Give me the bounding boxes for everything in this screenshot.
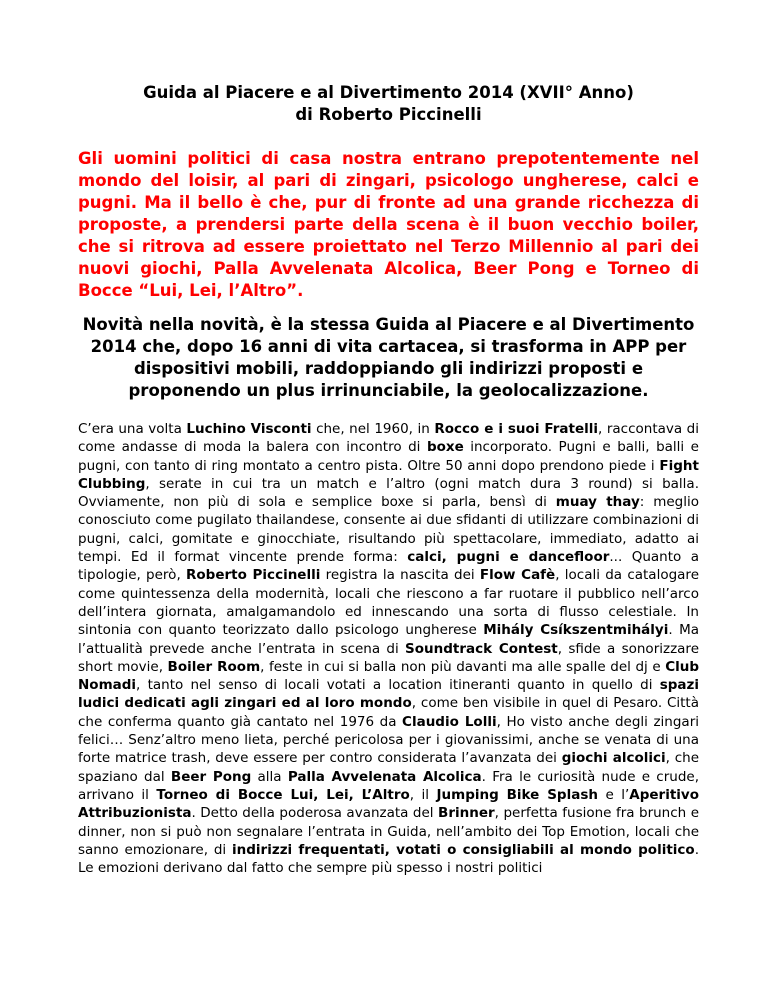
body-text-run: . Le emozioni derivano dal fatto che sempre più spesso i nostri politici — [78, 841, 699, 877]
bold-term: Boiler Room — [167, 658, 261, 675]
subheading: Novità nella novità, è la stessa Guida al Piacere e al Divertimento 2014 che, dopo 16 anni di vita cartacea, si trasforma in APP per dispositivi mobili, raddoppiando gli indirizzi proposti e proponendo un plus irrinunciabile, la geolocalizzazione. — [82, 315, 695, 400]
bold-term: Flow Cafè — [479, 567, 556, 584]
body-text-run: e l’ — [597, 786, 630, 803]
bold-term: boxe — [426, 439, 464, 456]
bold-term: Palla Avvelenata Alcolica — [287, 768, 482, 785]
title-line-2: di Roberto Piccinelli — [295, 105, 482, 124]
bold-term: Torneo di Bocce Lui, Lei, L’Altro — [156, 786, 410, 803]
body-text-run: , Ho visto anche degli zingari felici… Senz’altro meno lieta, perché pericolosa per i giovanissimi, anche se venata di una forte matrice trash, deve essere per contro considerata l’avanzata dei — [78, 713, 699, 767]
bold-term: indirizzi frequentati, votati o consigliabili al mondo politico — [232, 841, 695, 858]
bold-term: Claudio Lolli — [402, 713, 497, 730]
body-text-run: che, nel 1960, in — [311, 421, 435, 437]
document-title — [78, 82, 699, 126]
bold-term: Fight Clubbing — [78, 457, 699, 492]
body-text-run: , serate in cui tra un match e l’altro (ogni match dura 3 round) si balla. Ovviamente, non più di sola e semplice boxe si parla, bensì di — [78, 475, 699, 511]
body-text-run: . Detto della poderosa avanzata del — [191, 805, 439, 822]
body-text-run: , tanto nel senso di locali votati a location itineranti quanto in quello di — [136, 677, 660, 694]
bold-term: giochi alcolici — [561, 750, 666, 767]
bold-term: Brinner — [438, 805, 495, 822]
body-text-run: , sfide a sonorizzare short movie, — [78, 640, 699, 675]
body-text-run: ... Quanto a tipologie, però, — [78, 549, 700, 584]
body-text-run: , locali da catalogare come quintessenza della modernità, locali che riescono a far ruotare il pubblico nell’arco dell’intera giornata, amalgamandolo ed innescando una sorta di flusso celestiale. In sintonia con quanto teorizzato dallo psicologo ungherese — [78, 567, 699, 639]
bold-term: Jumping Bike Splash — [436, 786, 598, 803]
bold-term: spazi ludici dedicati agli zingari ed al loro mondo — [78, 677, 699, 712]
body-text-run: : meglio conosciuto come pugilato thailandese, consente ai due sfidanti di utilizzare combinazioni di pugni, calci, gomitate e ginocchiate, risultando più spettacolare, immediato, adatto ai tempi. Ed il format vincente prende forma: — [78, 494, 699, 566]
body-text-run: , come ben visibile in quel di Pesaro. Città che conferma quanto già cantato nel 1976 da — [78, 695, 699, 730]
bold-term: Club Nomadi — [78, 658, 699, 694]
body-text-run: C’era una volta — [78, 421, 187, 437]
body-text-run: registra la nascita dei — [320, 567, 480, 584]
bold-term: calci, pugni e dancefloor — [407, 549, 610, 566]
bold-term: muay thay — [555, 494, 640, 511]
body-text-run: . Fra le curiosità nude e crude, arrivano il — [78, 768, 699, 803]
body-text-run: incorporato. Pugni e balli, balli e pugni, con tanto di ring montato a centro pista. Oltre 50 anni dopo prendono piede i — [78, 439, 699, 474]
bold-term: Aperitivo Attribuzionista — [78, 786, 699, 822]
body-text-run: alla — [251, 768, 288, 785]
bold-term: Soundtrack Contest — [405, 640, 558, 657]
bold-term: Rocco e i suoi Fratelli — [434, 421, 599, 437]
body-text-run: , il — [409, 786, 437, 803]
bold-term: Roberto Piccinelli — [186, 567, 321, 584]
body-text-run: . Ma l’attualità prevede anche l’entrata in scena di — [78, 622, 699, 657]
body-text-run: , che spaziano dal — [78, 750, 699, 785]
bold-term: Beer Pong — [170, 768, 252, 785]
body-paragraph — [78, 420, 699, 877]
bold-term: Luchino Visconti — [186, 421, 312, 437]
bold-term: Mihály Csíkszentmihályi — [483, 622, 669, 639]
document-page — [78, 82, 699, 877]
body-text-run: , perfetta fusione fra brunch e dinner, non si può non segnalare l’entrata in Guida, nell’ambito dei Top Emotion, locali che sanno emozionare, di — [78, 805, 699, 858]
body-text-run: , raccontava di come andasse di moda la balera con incontro di — [78, 421, 700, 456]
lead-paragraph: Gli uomini politici di casa nostra entrano prepotentemente nel mondo del loisir, al pari di zingari, psicologo ungherese, calci e pugni. Ma il bello è che, pur di fronte ad una grande ricchezza di proposte, a prendersi parte della scena è il buon vecchio boiler, che si ritrova ad essere proiettato nel Terzo Millennio al pari dei nuovi giochi, Palla Avvelenata Alcolica, Beer Pong e Torneo di Bocce “Lui, Lei, l’Altro”. — [78, 149, 699, 300]
title-line-1: Guida al Piacere e al Divertimento 2014 (XVII° Anno) — [143, 83, 634, 102]
body-text-run: , feste in cui si balla non più davanti ma alle spalle del dj e — [260, 658, 666, 675]
